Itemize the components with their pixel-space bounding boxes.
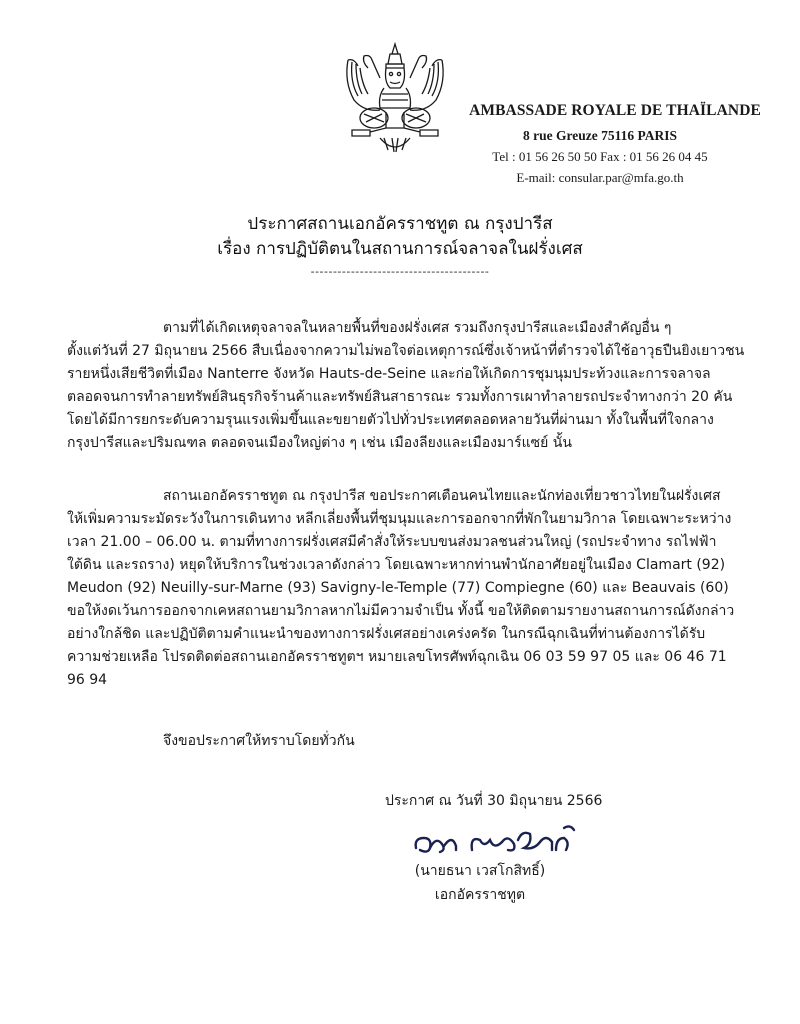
paragraph-line: ให้เพิ่มความระมัดระวังในการเดินทาง หลีกเลี่ยงพื้นที่ชุมนุมและการออกจากที่พักในยามวิกาล โดยเฉพาะระหว่าง: [67, 511, 732, 527]
paragraph-line: ตลอดจนการทำลายทรัพย์สินธุรกิจร้านค้าและทรัพย์สินสาธารณะ รวมทั้งการเผาทำลายรถประจำทางกว่า 20 คัน: [67, 389, 733, 405]
garuda-emblem-icon: [340, 32, 450, 160]
paragraph-line: เวลา 21.00 – 06.00 น. ตามที่ทางการฝรั่งเศสมีคำสั่งให้ระบบขนส่งมวลชนส่วนใหญ่ (รถประจำทาง รถไฟฟ้า: [67, 534, 717, 550]
title-line-2: เรื่อง การปฏิบัติตนในสถานการณ์จลาจลในฝรั่งเศส: [217, 239, 583, 259]
title-divider: ----------------------------------------: [310, 265, 490, 278]
announcement-title: [200, 212, 600, 280]
title-line-1: ประกาศสถานเอกอัครราชทูต ณ กรุงปารีส: [247, 214, 553, 234]
paragraph-1: [67, 317, 745, 455]
signature-icon: [410, 820, 590, 860]
paragraph-line: รายหนึ่งเสียชีวิตที่เมือง Nanterre จังหวัด Hauts-de-Seine และก่อให้เกิดการชุมนุมประท้วงและการจลาจล: [67, 366, 711, 382]
paragraph-line: ตามที่ได้เกิดเหตุจลาจลในหลายพื้นที่ของฝรั่งเศส รวมถึงกรุงปารีสและเมืองสำคัญอื่น ๆ: [163, 320, 672, 336]
paragraph-line: สถานเอกอัครราชทูต ณ กรุงปารีส ขอประกาศเตือนคนไทยและนักท่องเที่ยวชาวไทยในฝรั่งเศส: [163, 488, 721, 504]
signatory-name: (นายธนา เวสโกสิทธิ์): [414, 863, 546, 879]
paragraph-line: 96 94: [67, 672, 108, 688]
paragraph-line: โดยได้มีการยกระดับความรุนแรงเพิ่มขึ้นและขยายตัวไปทั่วประเทศตลอดหลายวันที่ผ่านมา ทั้งในพื้นที่ใจกลาง: [67, 412, 714, 428]
closing-statement: จึงขอประกาศให้ทราบโดยทั่วกัน: [163, 733, 355, 749]
paragraph-2: [67, 485, 735, 692]
paragraph-line: ใต้ดิน และรถราง) หยุดให้บริการในช่วงเวลาดังกล่าว โดยเฉพาะหากท่านพำนักอาศัยอยู่ในเมือง Clamart (92): [67, 557, 726, 573]
embassy-phone-fax: Tel : 01 56 26 50 50 Fax : 01 56 26 04 45: [492, 149, 708, 164]
paragraph-line: ความช่วยเหลือ โปรดติดต่อสถานเอกอัครราชทูตฯ หมายเลขโทรศัพท์ฉุกเฉิน 06 03 59 97 05 และ 06 46 71: [67, 649, 727, 665]
paragraph-line: อย่างใกล้ชิด และปฏิบัติตามคำแนะนำของทางการฝรั่งเศสอย่างเคร่งครัด ในกรณีฉุกเฉินที่ท่านต้องการได้รับ: [67, 626, 706, 642]
embassy-address: 8 rue Greuze 75116 PARIS: [523, 128, 677, 143]
embassy-email: E-mail: consular.par@mfa.go.th: [516, 170, 684, 185]
paragraph-line: ตั้งแต่วันที่ 27 มิถุนายน 2566 สืบเนื่องจากความไม่พอใจต่อเหตุการณ์ซึ่งเจ้าหน้าที่ตำรวจได้ใช้อาวุธปืนยิงเยาวชน: [67, 343, 745, 359]
announcement-date: ประกาศ ณ วันที่ 30 มิถุนายน 2566: [385, 793, 603, 809]
paragraph-line: กรุงปารีสและปริมณฑล ตลอดจนเมืองใหญ่ต่าง ๆ เช่น เมืองลียงและเมืองมาร์แซย์ นั้น: [67, 435, 572, 451]
paragraph-line: ขอให้งดเว้นการออกจากเคหสถานยามวิกาลหากไม่มีความจำเป็น ทั้งนี้ ขอให้ติดตามรายงานสถานการณ์ดังกล่าว: [67, 603, 735, 619]
paragraph-line: Meudon (92) Neuilly-sur-Marne (93) Savigny-le-Temple (77) Compiegne (60) และ Beauvais (60): [67, 580, 729, 596]
signatory-title: เอกอัครราชทูต: [434, 887, 526, 903]
embassy-name: AMBASSADE ROYALE DE THAÏLANDE: [469, 102, 761, 119]
